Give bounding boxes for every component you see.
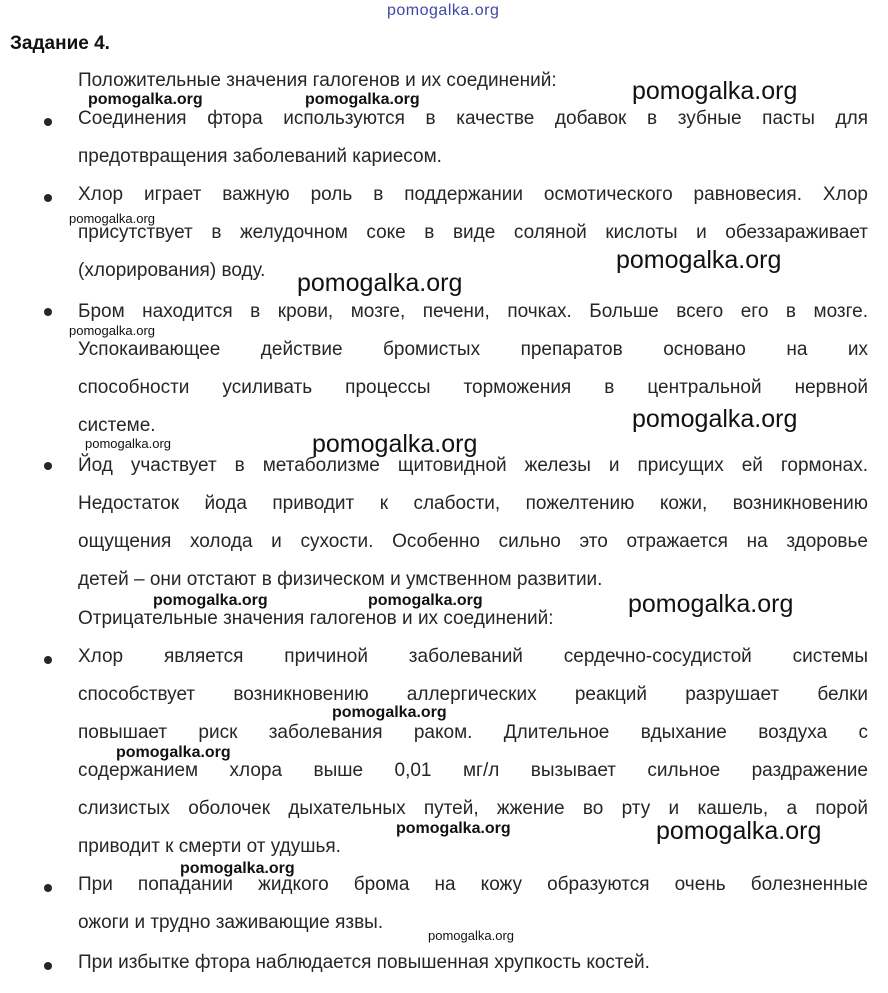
negative-item-3 bbox=[78, 944, 650, 982]
watermark-text: pomogalka.org bbox=[153, 592, 268, 609]
header-watermark: pomogalka.org bbox=[387, 2, 500, 19]
watermark-text: pomogalka.org bbox=[85, 436, 171, 451]
watermark-text: pomogalka.org bbox=[69, 211, 155, 226]
text-line: Бром находится в крови, мозге, печени, почках. Больше всего его в мозге. bbox=[78, 301, 868, 322]
watermark-text: pomogalka.org bbox=[428, 928, 514, 943]
text-line: предотвращения заболеваний кариесом. bbox=[78, 146, 442, 167]
positive-heading: Положительные значения галогенов и их соединений: bbox=[78, 70, 557, 91]
watermark-text: pomogalka.org bbox=[632, 77, 798, 105]
watermark-text: pomogalka.org bbox=[656, 817, 822, 845]
text-line: Успокаивающее действие бромистых препаратов основано на их bbox=[78, 339, 868, 360]
watermark-text: pomogalka.org bbox=[368, 592, 483, 609]
text-line: способности усиливать процессы торможения в центральной нервной bbox=[78, 377, 868, 398]
bullet-icon bbox=[44, 462, 52, 470]
text-line: (хлорирования) воду. bbox=[78, 260, 266, 281]
text-line: способствует возникновению аллергических реакций разрушает белки bbox=[78, 684, 868, 705]
watermark-text: pomogalka.org bbox=[305, 91, 420, 108]
positive-item-4 bbox=[78, 447, 868, 599]
watermark-text: pomogalka.org bbox=[88, 91, 203, 108]
text-line: При избытке фтора наблюдается повышенная хрупкость костей. bbox=[78, 952, 650, 973]
watermark-text: pomogalka.org bbox=[180, 860, 295, 877]
bullet-icon bbox=[44, 884, 52, 892]
watermark-text: pomogalka.org bbox=[396, 820, 511, 837]
text-line: повышает риск заболевания раком. Длительное вдыхание воздуха с bbox=[78, 722, 868, 743]
text-line: присутствует в желудочном соке в виде соляной кислоты и обеззараживает bbox=[78, 222, 868, 243]
negative-heading: Отрицательные значения галогенов и их соединений: bbox=[78, 608, 554, 629]
text-line: системе. bbox=[78, 415, 156, 436]
text-line: приводит к смерти от удушья. bbox=[78, 836, 341, 857]
watermark-text: pomogalka.org bbox=[69, 323, 155, 338]
text-line: слизистых оболочек дыхательных путей, жжение во рту и кашель, а порой bbox=[78, 798, 868, 819]
watermark-text: pomogalka.org bbox=[332, 704, 447, 721]
text-line: Недостаток йода приводит к слабости, пожелтению кожи, возникновению bbox=[78, 493, 868, 514]
bullet-icon bbox=[44, 118, 52, 126]
text-line: Хлор играет важную роль в поддержании осмотического равновесия. Хлор bbox=[78, 184, 868, 205]
text-line: ощущения холода и сухости. Особенно сильно это отражается на здоровье bbox=[78, 531, 868, 552]
watermark-text: pomogalka.org bbox=[616, 246, 782, 274]
bullet-icon bbox=[44, 962, 52, 970]
positive-item-1 bbox=[78, 100, 868, 176]
watermark-text: pomogalka.org bbox=[628, 590, 794, 618]
text-line: содержанием хлора выше 0,01 мг/л вызывает сильное раздражение bbox=[78, 760, 868, 781]
text-line: Йод участвует в метаболизме щитовидной железы и присущих ей гормонах. bbox=[78, 455, 868, 476]
watermark-text: pomogalka.org bbox=[297, 269, 463, 297]
text-line: При попадании жидкого брома на кожу образуются очень болезненные bbox=[78, 874, 868, 895]
watermark-text: pomogalka.org bbox=[632, 405, 798, 433]
task-title: Задание 4. bbox=[10, 33, 110, 54]
bullet-icon bbox=[44, 308, 52, 316]
watermark-text: pomogalka.org bbox=[312, 430, 478, 458]
bullet-icon bbox=[44, 194, 52, 202]
watermark-text: pomogalka.org bbox=[116, 744, 231, 761]
text-line: ожоги и трудно заживающие язвы. bbox=[78, 912, 384, 933]
text-line: детей – они отстают в физическом и умственном развитии. bbox=[78, 569, 603, 590]
text-line: Соединения фтора используются в качестве добавок в зубные пасты для bbox=[78, 108, 868, 129]
bullet-icon bbox=[44, 656, 52, 664]
text-line: Хлор является причиной заболеваний сердечно-сосудистой системы bbox=[78, 646, 868, 667]
